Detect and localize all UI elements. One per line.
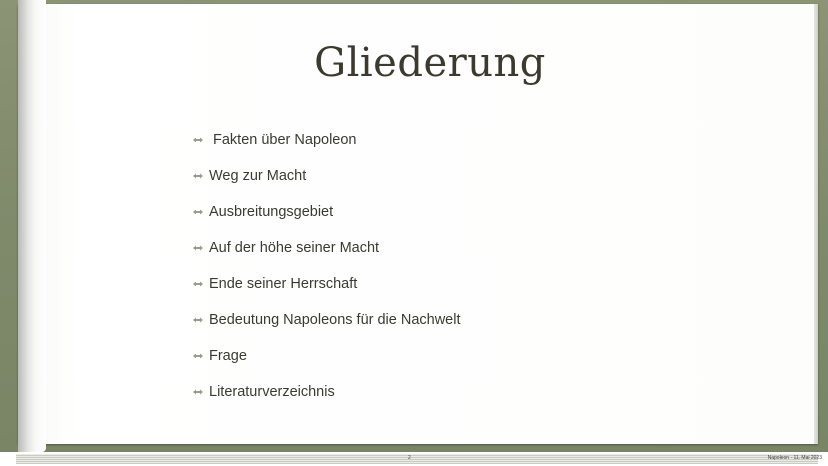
bullet-item	[193, 374, 461, 410]
diamond-arrow-bullet-icon	[193, 136, 203, 144]
diamond-arrow-bullet-icon	[193, 280, 203, 288]
bullet-text: Auf der höhe seiner Macht	[209, 240, 380, 256]
diamond-arrow-bullet-icon	[193, 388, 203, 396]
bullet-item	[193, 302, 461, 338]
footer-page-number: 2	[408, 455, 411, 461]
bullet-list	[193, 122, 461, 410]
bullet-text: Weg zur Macht	[209, 168, 307, 184]
bullet-text: Literaturverzeichnis	[209, 384, 335, 400]
bullet-text: Ende seiner Herrschaft	[209, 276, 358, 292]
diamond-arrow-bullet-icon	[193, 244, 203, 252]
bullet-item	[193, 194, 461, 230]
page-right-edge	[814, 4, 818, 444]
page-edges	[16, 454, 818, 464]
bullet-text: Bedeutung Napoleons für die Nachwelt	[209, 312, 461, 328]
diamond-arrow-bullet-icon	[193, 208, 203, 216]
bullet-item	[193, 266, 461, 302]
bullet-item	[193, 338, 461, 374]
diamond-arrow-bullet-icon	[193, 172, 203, 180]
diamond-arrow-bullet-icon	[193, 352, 203, 360]
slide-title: Gliederung	[314, 40, 546, 86]
footer-presentation-info: Napoleon · 11. Mai 2023	[767, 455, 822, 461]
diamond-arrow-bullet-icon	[193, 316, 203, 324]
bullet-text: Frage	[209, 348, 247, 364]
bullet-item	[193, 230, 461, 266]
bullet-item	[193, 122, 461, 158]
page-curl	[18, 0, 46, 452]
bullet-text: Ausbreitungsgebiet	[209, 204, 334, 220]
bullet-text: Fakten über Napoleon	[213, 132, 357, 148]
bullet-item	[193, 158, 461, 194]
